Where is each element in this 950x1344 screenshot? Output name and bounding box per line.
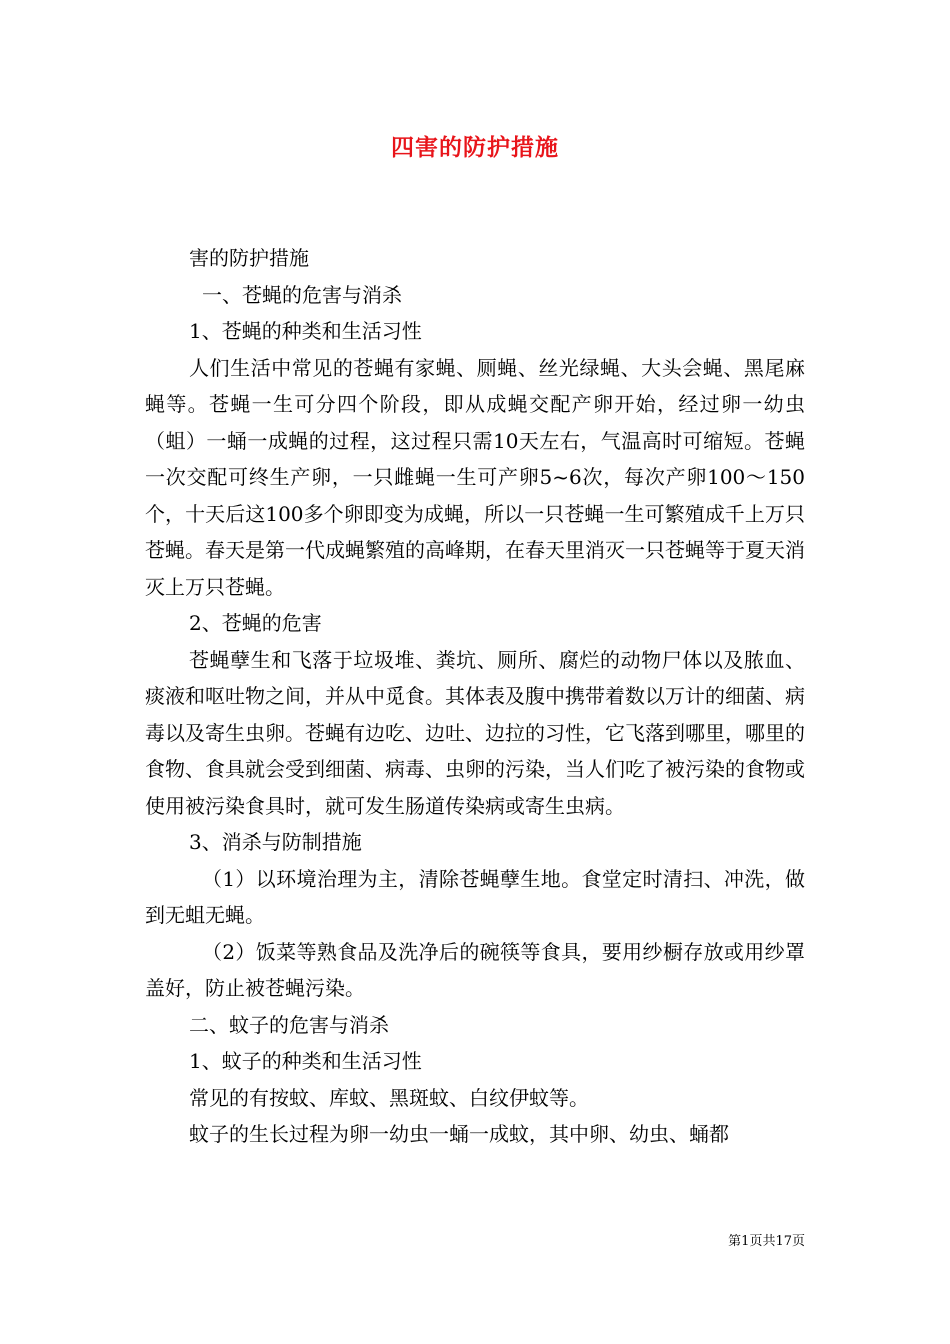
paragraph: 苍蝇孽生和飞落于垃圾堆、粪坑、厕所、腐烂的动物尸体以及脓血、痰液和呕吐物之间，并从中觅食。其体表及腹中携带着数以万计的细菌、病毒以及寄生虫卵。苍蝇有边吃、边吐、边拉的习性，它飞落到哪里，哪里的食物、食具就会受到细菌、病毒、虫卵的污染，当人们吃了被污染的食物或使用被污染食具时，就可发生肠道传染病或寄生虫病。 [145,647,805,818]
page-number: 第1页共17页 [728,1234,805,1249]
subsection-heading: 2、苍蝇的危害 [189,611,322,635]
subsection-heading: 3、消杀与防制措施 [189,830,362,854]
paragraph: （2）饭菜等熟食品及洗净后的碗筷等食具，要用纱橱存放或用纱罩盖好，防止被苍蝇污染。 [145,939,805,1000]
document-body [145,240,805,1153]
section-heading: 一、苍蝇的危害与消杀 [202,282,402,307]
subsection-heading: 1、苍蝇的种类和生活习性 [189,319,422,343]
paragraph: （1）以环境治理为主，清除苍蝇孽生地。食堂定时清扫、冲洗，做到无蛆无蝇。 [145,866,805,927]
paragraph: 人们生活中常见的苍蝇有家蝇、厕蝇、丝光绿蝇、大头会蝇、黑尾麻蝇等。苍蝇一生可分四个阶段，即从成蝇交配产卵开始，经过卵一幼虫（蛆）一蛹一成蝇的过程，这过程只需10天左右，气温高时可缩短。苍蝇一次交配可终生产卵，一只雌蝇一生可产卵5~6次，每次产卵100～150个，十天后这100多个卵即变为成蝇，所以一只苍蝇一生可繁殖成千上万只苍蝇。春天是第一代成蝇繁殖的高峰期，在春天里消灭一只苍蝇等于夏天消灭上万只苍蝇。 [145,355,805,599]
subsection-heading: 1、蚊子的种类和生活习性 [189,1049,422,1073]
paragraph: 蚊子的生长过程为卵一幼虫一蛹一成蚊，其中卵、幼虫、蛹都 [189,1122,729,1146]
paragraph: 常见的有按蚊、库蚊、黑斑蚊、白纹伊蚊等。 [189,1085,589,1110]
section-heading: 二、蚊子的危害与消杀 [189,1012,389,1037]
document-title: 四害的防护措施 [391,134,559,161]
paragraph: 害的防护措施 [189,246,309,270]
